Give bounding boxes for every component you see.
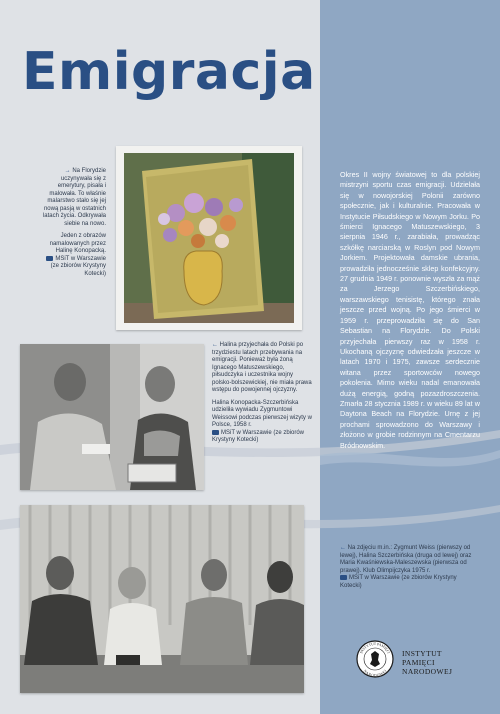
interview-image (20, 344, 204, 490)
caption-group (340, 545, 480, 595)
caption-interview (212, 342, 314, 450)
camera-icon (340, 575, 347, 580)
arrow-left-icon: ← (212, 342, 220, 348)
caption-painting (38, 168, 106, 283)
caption-group-credit: MSiT w Warszawie (ze zbiorów Krystyny Kotecki) (340, 575, 457, 589)
camera-icon (212, 430, 219, 435)
group-photo (20, 505, 304, 693)
seal-text-bottom: NARODOWEJ (362, 668, 388, 678)
caption-painting-text: Na Florydzie uczynywała się z emerytury, pisała i malowała. To właśnie malarstwo stało się jej nową pasją w ostatnich latach życia. Odkrywała siebie na nowo. (42, 168, 106, 227)
caption-interview-text2: Halina Konopacka-Szczerbińska udzieliła wywiadu Zygmuntowi Weissowi podczas pierwszej wizyty w Polsce, 1958 r. (212, 399, 312, 428)
caption-group-text: Na zdjęciu m.in.: Zygmunt Weiss (pierwszy od lewej), Halina Szczerbińska (druga od lewej) oraz Maria Kwaśniewska-Maleszewska (pierwsza od prawej). Klub Olimpijczyka 1975 r. (340, 545, 472, 574)
logo-line-2: PAMIĘCI (402, 658, 435, 667)
group-image (20, 505, 304, 693)
camera-icon (46, 256, 53, 261)
painting-photo (116, 146, 302, 330)
interview-photo (20, 344, 204, 490)
arrow-right-icon: → (64, 168, 73, 174)
logo-line-1: INSTYTUT (402, 649, 442, 658)
caption-painting-credit: MSiT w Warszawie (ze zbiorów Krystyny Kotecki) (50, 255, 106, 277)
arrow-left-icon: ← (340, 545, 348, 551)
seal-text-top: INSTYTUT PAMIĘCI (359, 641, 391, 655)
logo-line-3: NARODOWEJ (402, 667, 453, 676)
ipn-logo (356, 640, 486, 690)
painting-image (124, 153, 294, 323)
main-body-text: Okres II wojny światowej to dla polskiej mistrzyni sportu czas emigracji. Udzielała się w nowojorskiej Polonii zarówno społecznie, jak i kulturalnie. Pracowała w Instytucie Piłsudskiego w Nowym Jorku. Po śmierci Ignacego Matuszewskiego, 3 sierpnia 1946 r., zarabiała, prowadząc szkółkę narciarską w Roslyn pod Nowym Jorkiem. Projektowała damskie ubrania, prowadziła jednocześnie sklep konfekcyjny. 27 grudnia 1949 r. ponownie wyszła za mąż za Jerzego Szczerbińskiego, warszawskiego tenisistę, którego znała jeszcze przed wojną. Po jego śmierci w 1959 r. przeprowadziła się do San Sebastian na Florydzie. Do Polski przyjechała pierwszy raz w 1958 r. Ukochaną ojczyznę odwiedzała jeszcze w latach 1970 i 1975, zawsze serdecznie witana przez sportowców nowego pokolenia. Mimo wieku nadal emanowała dużą energią, godną pozazdroszczenia. Zmarła 28 stycznia 1989 r. w wieku 89 lat w Daytona Beach na Florydzie. Urnę z jej prochami sprowadzono do Warszawy i złożono w grobie rodzinnym na Cmentarzu Bródnowskim. (340, 170, 480, 450)
caption-interview-credit: MSiT w Warszawie (ze zbiorów Krystyny Kotecki) (212, 429, 305, 444)
caption-interview-text: Halina przyjechała do Polski po trzydziestu latach przebywania na emigracji. Ponieważ była żoną Ignacego Matuszewskiego, piłsudczyka i uczestnika wojny polsko-bolszewickiej, nie miała prawa wstępu do powojennej ojczyzny. (212, 342, 312, 393)
caption-painting-text2: Jeden z obrazów namalowanych przez Halinę Konopacką. (49, 233, 106, 254)
ipn-seal-icon (356, 640, 394, 678)
ipn-logo-text (402, 649, 452, 676)
page-title: Emigracja (22, 42, 316, 102)
